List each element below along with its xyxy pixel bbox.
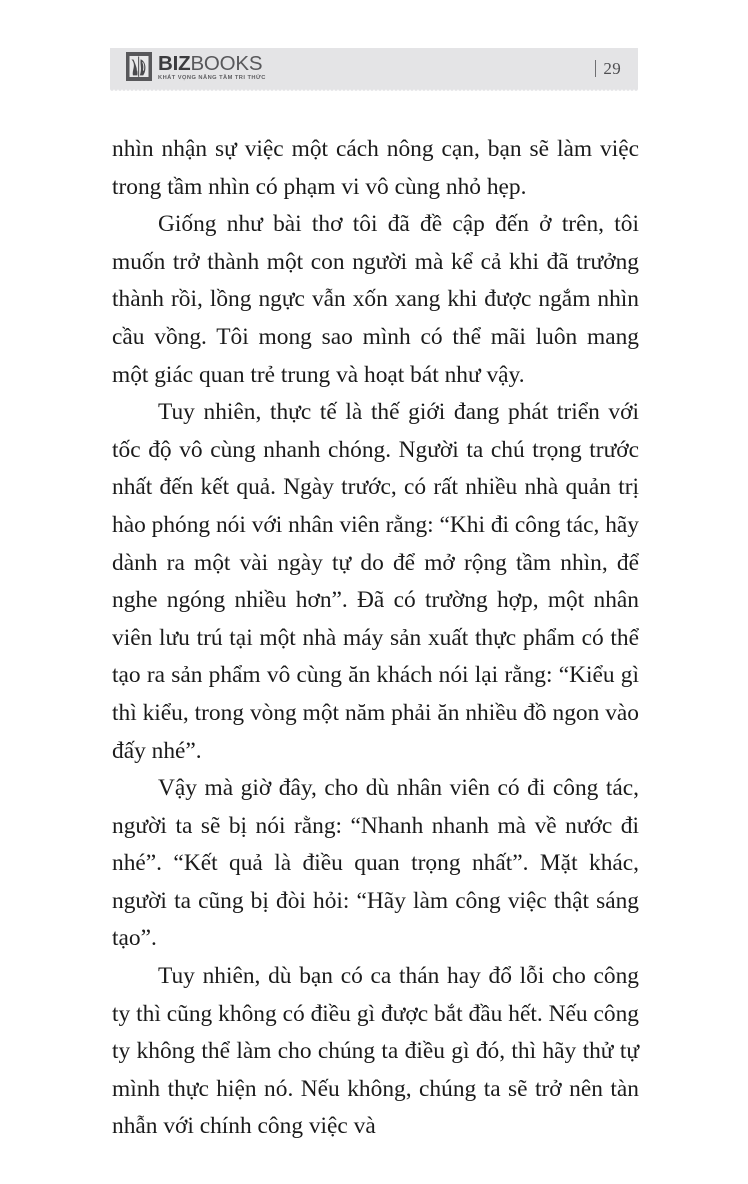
logo-wordmark-biz: BIZ <box>158 52 191 75</box>
paragraph: nhìn nhận sự việc một cách nông cạn, bạn sẽ làm việc trong tầm nhìn có phạm vi vô cùng nhỏ hẹp. <box>112 136 639 200</box>
logo-text-block <box>158 52 264 82</box>
paragraph: Giống như bài thơ tôi đã đề cập đến ở trên, tôi muốn trở thành một con người mà kể cả khi đã trưởng thành rồi, lồng ngực vẫn xốn xang khi được ngắm nhìn cầu vồng. Tôi mong sao mình có thể mãi luôn mang một giác quan trẻ trung và hoạt bát như vậy. <box>112 211 639 388</box>
paragraph: Vậy mà giờ đây, cho dù nhân viên có đi công tác, người ta sẽ bị nói rằng: “Nhanh nhanh mà về nước đi nhé”. “Kết quả là điều quan trọng nhất”. Mặt khác, người ta cũng bị đòi hỏi: “Hãy làm công việc thật sáng tạo”. <box>112 775 639 952</box>
logo-tagline: KHÁT VỌNG NÂNG TẦM TRI THỨC <box>158 75 266 81</box>
page-body <box>112 131 639 1146</box>
paragraph: Tuy nhiên, thực tế là thế giới đang phát triển với tốc độ vô cùng nhanh chóng. Người ta chú trọng trước nhất đến kết quả. Ngày trước, có rất nhiều nhà quản trị hào phóng nói với nhân viên rằng: “Khi đi công tác, hãy dành ra một vài ngày tự do để mở rộng tầm nhìn, để nghe ngóng nhiều hơn”. Đã có trường hợp, một nhân viên lưu trú tại một nhà máy sản xuất thực phẩm có thể tạo ra sản phẩm vô cùng ăn khách nói lại rằng: “Kiểu gì thì kiểu, trong vòng một năm phải ăn nhiều đồ ngon vào đấy nhé”. <box>112 399 639 764</box>
paragraph: Tuy nhiên, dù bạn có ca thán hay đổ lỗi cho công ty thì cũng không có điều gì được bắt đầu hết. Nếu công ty không thể làm cho chúng ta điều gì đó, thì hãy thử tự mình thực hiện nó. Nếu không, chúng ta sẽ trở nên tàn nhẫn với chính công việc và <box>112 963 639 1140</box>
page-number-group <box>595 48 621 89</box>
page-number-separator <box>595 60 596 77</box>
page-number: 29 <box>603 58 621 78</box>
publisher-logo <box>126 52 264 82</box>
logo-wordmark-books: BOOKS <box>190 52 263 75</box>
logo-wordmark <box>158 53 264 74</box>
page-header-band <box>110 48 638 89</box>
open-book-emblem-icon <box>126 52 152 81</box>
